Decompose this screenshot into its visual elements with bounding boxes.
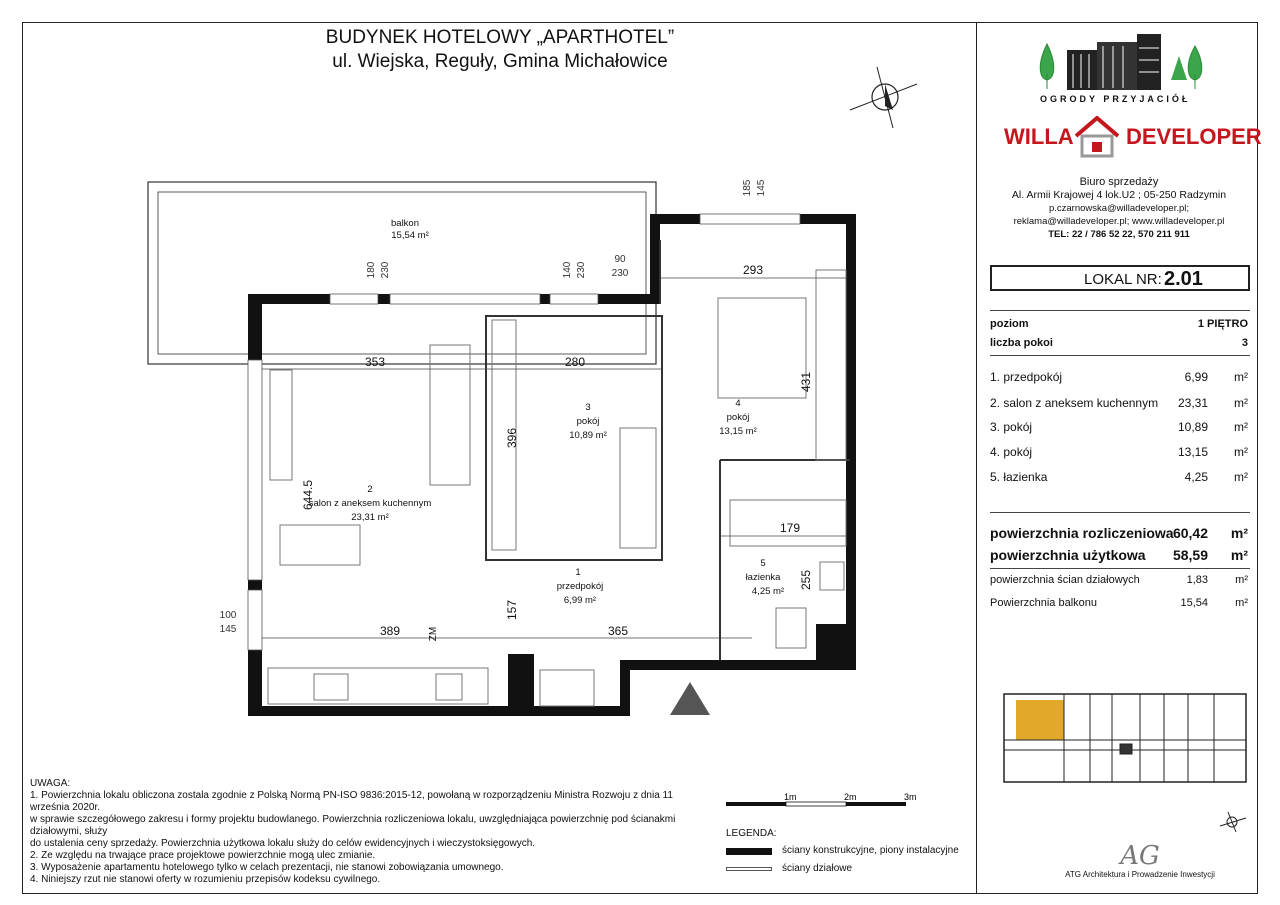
notes <box>30 778 710 886</box>
scale-bar <box>726 792 926 812</box>
dim-145b: 145 <box>219 624 237 635</box>
poziom-label: poziom <box>990 318 1029 330</box>
room-area: 4,25 <box>1184 470 1208 484</box>
room4-number: 4 <box>735 398 741 409</box>
room-area: 13,15 <box>1177 445 1208 459</box>
dim-180: 180 <box>366 261 377 279</box>
north-arrow-small-icon <box>1218 810 1248 835</box>
pokoje-label: liczba pokoi <box>990 337 1053 349</box>
room-area: 6,99 <box>1184 370 1208 384</box>
dim-90: 90 <box>614 254 626 265</box>
dim-365: 365 <box>607 624 629 638</box>
dim-230c: 230 <box>611 268 629 279</box>
scale-3m: 3m <box>904 792 917 802</box>
sales-email2[interactable]: reklama@willadeveloper.pl; www.willadeveloper.pl <box>1013 216 1225 227</box>
lokal-number: 2.01 <box>1164 268 1203 290</box>
project-title <box>200 26 800 74</box>
room2-area: 23,31 m² <box>351 512 389 523</box>
house-icon <box>1074 116 1120 158</box>
lokal-label: LOKAL NR: <box>1084 271 1162 288</box>
room5-name: łazienka <box>745 572 781 583</box>
developer-text: DEVELOPER <box>1126 124 1262 149</box>
legend-structural-swatch <box>726 848 772 855</box>
structural-walls <box>248 214 856 716</box>
legend-partition-swatch <box>726 867 772 871</box>
dim-6445: 644.5 <box>301 479 315 511</box>
dim-185: 185 <box>742 179 753 197</box>
total-value: 1,83 <box>1186 574 1208 586</box>
room-area: 23,31 <box>1177 396 1208 410</box>
project-title-line1: BUDYNEK HOTELOWY „APARTHOTEL” <box>325 27 675 48</box>
poziom-value: 1 PIĘTRO <box>1197 318 1248 330</box>
scale-2m: 2m <box>844 792 857 802</box>
dim-431: 431 <box>799 371 813 393</box>
room-unit: m² <box>1234 420 1248 434</box>
dim-230b: 230 <box>576 261 587 279</box>
sales-email1[interactable]: p.czarnowska@willadeveloper.pl; <box>1048 203 1190 214</box>
room4-area: 13,15 m² <box>719 426 757 437</box>
room-name: 5. łazienka <box>990 470 1048 484</box>
total-label: powierzchnia użytkowa <box>990 547 1146 563</box>
room-name: 1. przedpokój <box>990 370 1063 384</box>
key-plan <box>1000 688 1250 798</box>
room4-name: pokój <box>726 412 750 423</box>
room5-number: 5 <box>760 558 766 569</box>
legend-title: LEGENDA: <box>726 828 777 839</box>
sales-address: Al. Armii Krajowej 4 lok.U2 ; 05-250 Radzymin <box>1011 189 1227 201</box>
room1-number: 1 <box>575 567 581 578</box>
sales-phone: TEL: 22 / 786 52 22, 570 211 911 <box>1048 229 1190 240</box>
scale-1m: 1m <box>784 792 797 802</box>
room-unit: m² <box>1234 470 1248 484</box>
sales-title: Biuro sprzedaży <box>1079 176 1159 188</box>
balkon-area: 15,54 m² <box>391 230 429 241</box>
total-unit: m² <box>1235 597 1248 609</box>
dim-396: 396 <box>505 427 519 449</box>
room-name: 2. salon z aneksem kuchennym <box>990 396 1159 410</box>
legend <box>726 828 959 879</box>
total-label: powierzchnia rozliczeniowa <box>990 525 1174 541</box>
dim-280: 280 <box>564 355 586 369</box>
separator <box>990 512 1250 513</box>
room-area: 10,89 <box>1177 420 1208 434</box>
total-label: powierzchnia ścian działowych <box>990 574 1140 586</box>
legend-item2: ściany działowe <box>782 863 853 874</box>
dim-157: 157 <box>505 599 519 621</box>
total-unit: m² <box>1230 547 1248 563</box>
dim-389: 389 <box>379 624 401 638</box>
dim-145a: 145 <box>756 179 767 197</box>
note-4: 4. Niniejszy rzut nie stanowi oferty w rozumieniu przepisów kodeksu cywilnego. <box>30 874 381 885</box>
sales-office <box>990 176 1248 241</box>
room1-name: przedpokój <box>556 581 604 592</box>
entrance-marker-icon <box>670 682 710 715</box>
dim-293: 293 <box>742 263 764 277</box>
room-unit: m² <box>1234 396 1248 410</box>
room-name: 4. pokój <box>990 445 1033 459</box>
frame-divider <box>976 22 977 894</box>
total-value: 58,59 <box>1172 547 1208 563</box>
total-value: 60,42 <box>1172 525 1208 541</box>
note-1b: w sprawie szczegółowego zakresu i formy projektu budowlanego. Powierzchnia rozliczeniowa lokalu, uwzględniająca powierzchnię pod ścianakmi działowymi, służy <box>30 814 676 837</box>
room3-area: 10,89 m² <box>569 430 607 441</box>
floor-plan <box>140 170 860 720</box>
room2-number: 2 <box>367 484 373 495</box>
note-2: 2. Ze względu na trwające prace projektowe powierzchnie mogą ulec zmianie. <box>30 850 376 861</box>
note-3: 3. Wyposażenie apartamentu hotelowego tylko w celach prezentacji, nie stanowi zobowiązania umownego. <box>30 862 504 873</box>
room-name: 3. pokój <box>990 420 1033 434</box>
room5-area: 4,25 m² <box>751 586 785 597</box>
legend-item1: ściany konstrukcyjne, piony instalacyjne <box>782 845 959 856</box>
atg-caption: ATG Architektura i Prowadzenie Inwestycji <box>1065 870 1215 879</box>
willa-developer-logo <box>1004 116 1262 158</box>
dim-230a: 230 <box>380 261 391 279</box>
total-unit: m² <box>1235 574 1248 586</box>
room2-name: salon z aneksem kuchennym <box>308 498 432 509</box>
dim-100: 100 <box>219 610 237 621</box>
room-unit: m² <box>1234 370 1248 384</box>
separator <box>990 310 1250 311</box>
separator <box>990 355 1250 356</box>
project-title-line2: ul. Wiejska, Reguły, Gmina Michałowice <box>332 51 668 72</box>
willa-text: WILLA <box>1004 124 1074 149</box>
lokal-box <box>990 265 1250 291</box>
ogrody-logo-icon <box>1035 34 1215 94</box>
room1-area: 6,99 m² <box>563 595 597 606</box>
north-arrow-icon <box>845 62 920 132</box>
note-1a: 1. Powierzchnia lokalu obliczona zostala zgodnie z Polską Normą PN-ISO 9836:2015-12, powołaną w rozporządzeniu Ministra Rozwoju z dnia 11 września 2020r. <box>30 790 673 813</box>
pokoje-value: 3 <box>1241 337 1248 349</box>
note-1c: do ustalenia ceny sprzedaży. Powierzchnia użytkowa lokalu służy do celów ewidencyjnych i wieczystoksięgowych. <box>30 838 536 849</box>
dim-353: 353 <box>364 355 386 369</box>
atg-mark: AG <box>1120 841 1160 871</box>
notes-title: UWAGA: <box>30 778 71 789</box>
room3-name: pokój <box>576 416 600 427</box>
dim-179: 179 <box>779 521 801 535</box>
dim-255: 255 <box>799 569 813 591</box>
room-unit: m² <box>1234 445 1248 459</box>
dim-140: 140 <box>562 261 573 279</box>
total-label: Powierzchnia balkonu <box>990 597 1098 609</box>
dim-zm: ZM <box>428 626 439 642</box>
brand-subtitle: OGRODY PRZYJACIÓŁ <box>1040 94 1191 104</box>
atg-logo <box>1050 842 1230 879</box>
room3-number: 3 <box>585 402 591 413</box>
total-unit: m² <box>1230 525 1248 541</box>
separator <box>990 568 1250 569</box>
total-value: 15,54 <box>1180 597 1208 609</box>
balkon-name: balkon <box>391 218 419 229</box>
key-plan-highlight <box>1016 700 1064 740</box>
